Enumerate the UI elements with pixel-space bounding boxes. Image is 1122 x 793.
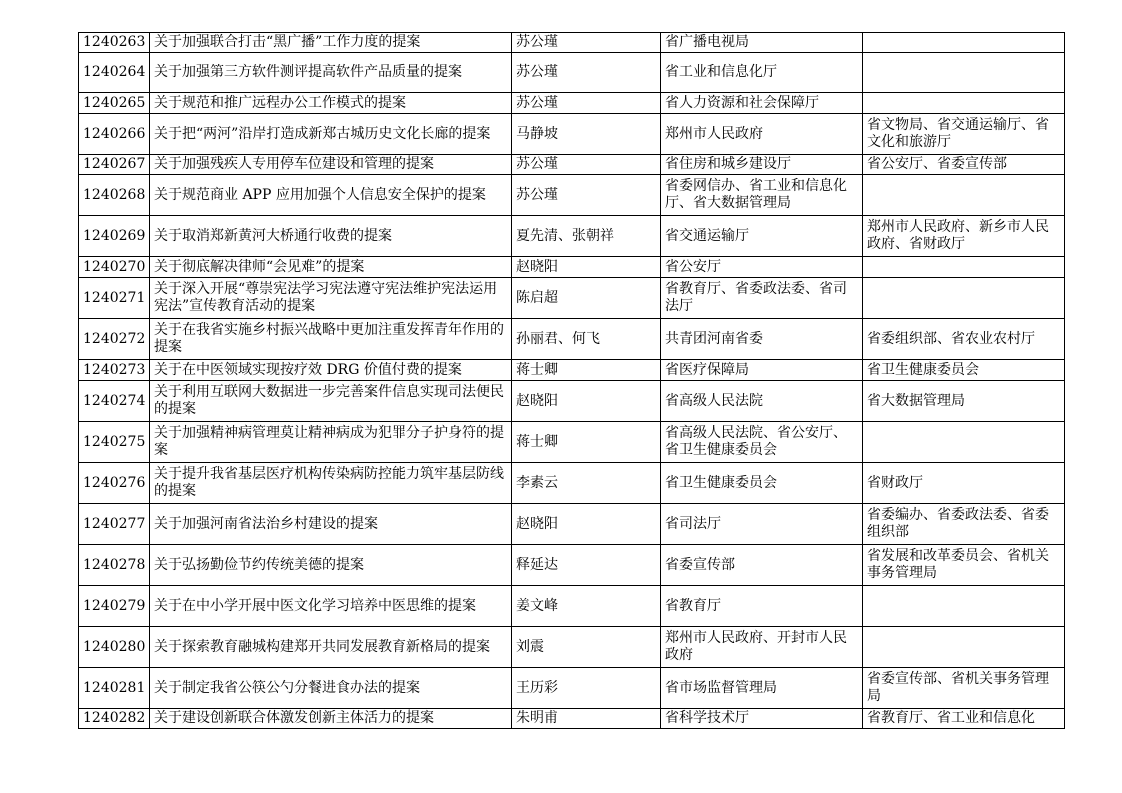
- proposer: 释延达: [512, 545, 661, 586]
- proposal-title: 关于规范商业 APP 应用加强个人信息安全保护的提案: [150, 175, 512, 216]
- co-host-units: [863, 257, 1065, 278]
- proposal-number: 1240276: [79, 463, 150, 504]
- proposer: 苏公瑾: [512, 155, 661, 175]
- proposal-number: 1240282: [79, 709, 150, 729]
- proposal-number: 1240264: [79, 53, 150, 93]
- proposal-title: 关于在我省实施乡村振兴战略中更加注重发挥青年作用的提案: [150, 319, 512, 360]
- proposal-title: 关于深入开展“尊崇宪法学习宪法遵守宪法维护宪法运用宪法”宣传教育活动的提案: [150, 278, 512, 319]
- table-row: [79, 381, 1065, 422]
- proposer: 姜文峰: [512, 586, 661, 627]
- host-unit: 省卫生健康委员会: [661, 463, 863, 504]
- proposal-number: 1240265: [79, 93, 150, 114]
- co-host-units: 省卫生健康委员会: [863, 360, 1065, 381]
- co-host-units: 省委宣传部、省机关事务管理局: [863, 668, 1065, 709]
- proposal-title: 关于探索教育融城构建郑开共同发展教育新格局的提案: [150, 627, 512, 668]
- proposer: 李素云: [512, 463, 661, 504]
- table-row: [79, 155, 1065, 175]
- proposal-number: 1240279: [79, 586, 150, 627]
- co-host-units: 省大数据管理局: [863, 381, 1065, 422]
- table-row: [79, 463, 1065, 504]
- proposer: 苏公瑾: [512, 175, 661, 216]
- proposal-number: 1240275: [79, 422, 150, 463]
- proposal-title: 关于加强联合打击“黑广播”工作力度的提案: [150, 33, 512, 53]
- host-unit: 省市场监督管理局: [661, 668, 863, 709]
- co-host-units: 郑州市人民政府、新乡市人民政府、省财政厅: [863, 216, 1065, 257]
- proposal-number: 1240271: [79, 278, 150, 319]
- proposer: 赵晓阳: [512, 381, 661, 422]
- table-row: [79, 114, 1065, 155]
- co-host-units: 省财政厅: [863, 463, 1065, 504]
- proposal-table-body: [79, 33, 1065, 729]
- proposer: 赵晓阳: [512, 257, 661, 278]
- host-unit: 省人力资源和社会保障厅: [661, 93, 863, 114]
- table-row: [79, 175, 1065, 216]
- host-unit: 省教育厅、省委政法委、省司法厅: [661, 278, 863, 319]
- host-unit: 省高级人民法院、省公安厅、省卫生健康委员会: [661, 422, 863, 463]
- proposal-table: [78, 32, 1065, 729]
- proposer: 赵晓阳: [512, 504, 661, 545]
- proposal-number: 1240278: [79, 545, 150, 586]
- host-unit: 省住房和城乡建设厅: [661, 155, 863, 175]
- proposer: 朱明甫: [512, 709, 661, 729]
- host-unit: 省司法厅: [661, 504, 863, 545]
- host-unit: 省科学技术厅: [661, 709, 863, 729]
- host-unit: 共青团河南省委: [661, 319, 863, 360]
- proposal-number: 1240263: [79, 33, 150, 53]
- co-host-units: [863, 33, 1065, 53]
- table-row: [79, 360, 1065, 381]
- table-row: [79, 93, 1065, 114]
- table-row: [79, 257, 1065, 278]
- proposal-number: 1240270: [79, 257, 150, 278]
- host-unit: 省公安厅: [661, 257, 863, 278]
- co-host-units: 省委组织部、省农业农村厅: [863, 319, 1065, 360]
- table-row: [79, 53, 1065, 93]
- proposal-number: 1240266: [79, 114, 150, 155]
- proposer: 刘震: [512, 627, 661, 668]
- co-host-units: [863, 278, 1065, 319]
- proposer: 马静坡: [512, 114, 661, 155]
- host-unit: 省交通运输厅: [661, 216, 863, 257]
- host-unit: 省医疗保障局: [661, 360, 863, 381]
- proposal-number: 1240267: [79, 155, 150, 175]
- co-host-units: [863, 422, 1065, 463]
- table-row: [79, 545, 1065, 586]
- proposal-title: 关于彻底解决律师“会见难”的提案: [150, 257, 512, 278]
- host-unit: 郑州市人民政府、开封市人民政府: [661, 627, 863, 668]
- co-host-units: [863, 627, 1065, 668]
- proposal-number: 1240281: [79, 668, 150, 709]
- table-row: [79, 319, 1065, 360]
- proposal-title: 关于加强第三方软件测评提高软件产品质量的提案: [150, 53, 512, 93]
- table-row: [79, 33, 1065, 53]
- proposal-number: 1240280: [79, 627, 150, 668]
- proposal-title: 关于弘扬勤俭节约传统美德的提案: [150, 545, 512, 586]
- host-unit: 省广播电视局: [661, 33, 863, 53]
- proposer: 陈启超: [512, 278, 661, 319]
- proposal-number: 1240269: [79, 216, 150, 257]
- proposal-number: 1240272: [79, 319, 150, 360]
- table-row: [79, 668, 1065, 709]
- host-unit: 省委宣传部: [661, 545, 863, 586]
- host-unit: 省高级人民法院: [661, 381, 863, 422]
- proposal-title: 关于制定我省公筷公勺分餐进食办法的提案: [150, 668, 512, 709]
- proposal-number: 1240277: [79, 504, 150, 545]
- proposal-number: 1240268: [79, 175, 150, 216]
- host-unit: 郑州市人民政府: [661, 114, 863, 155]
- proposal-title: 关于加强精神病管理莫让精神病成为犯罪分子护身符的提案: [150, 422, 512, 463]
- co-host-units: 省公安厅、省委宣传部: [863, 155, 1065, 175]
- proposer: 王历彩: [512, 668, 661, 709]
- co-host-units: [863, 93, 1065, 114]
- proposal-number: 1240273: [79, 360, 150, 381]
- proposer: 蒋士卿: [512, 360, 661, 381]
- proposer: 孙丽君、何飞: [512, 319, 661, 360]
- table-row: [79, 422, 1065, 463]
- host-unit: 省工业和信息化厅: [661, 53, 863, 93]
- proposal-title: 关于规范和推广远程办公工作模式的提案: [150, 93, 512, 114]
- proposer: 蒋士卿: [512, 422, 661, 463]
- co-host-units: [863, 586, 1065, 627]
- proposal-title: 关于在中小学开展中医文化学习培养中医思维的提案: [150, 586, 512, 627]
- proposer: 夏先清、张朝祥: [512, 216, 661, 257]
- table-row: [79, 278, 1065, 319]
- co-host-units: 省委编办、省委政法委、省委组织部: [863, 504, 1065, 545]
- table-row: [79, 586, 1065, 627]
- co-host-units: 省教育厅、省工业和信息化: [863, 709, 1065, 729]
- table-row: [79, 627, 1065, 668]
- proposer: 苏公瑾: [512, 33, 661, 53]
- co-host-units: [863, 175, 1065, 216]
- proposal-title: 关于在中医领域实现按疗效 DRG 价值付费的提案: [150, 360, 512, 381]
- table-row: [79, 709, 1065, 729]
- co-host-units: 省文物局、省交通运输厅、省文化和旅游厅: [863, 114, 1065, 155]
- proposal-title: 关于建设创新联合体激发创新主体活力的提案: [150, 709, 512, 729]
- proposal-title: 关于利用互联网大数据进一步完善案件信息实现司法便民的提案: [150, 381, 512, 422]
- proposer: 苏公瑾: [512, 93, 661, 114]
- proposer: 苏公瑾: [512, 53, 661, 93]
- host-unit: 省教育厅: [661, 586, 863, 627]
- co-host-units: [863, 53, 1065, 93]
- proposal-title: 关于提升我省基层医疗机构传染病防控能力筑牢基层防线的提案: [150, 463, 512, 504]
- table-row: [79, 216, 1065, 257]
- proposal-number: 1240274: [79, 381, 150, 422]
- proposal-title: 关于把“两河”沿岸打造成新郑古城历史文化长廊的提案: [150, 114, 512, 155]
- proposal-title: 关于加强残疾人专用停车位建设和管理的提案: [150, 155, 512, 175]
- proposal-title: 关于取消郑新黄河大桥通行收费的提案: [150, 216, 512, 257]
- host-unit: 省委网信办、省工业和信息化厅、省大数据管理局: [661, 175, 863, 216]
- co-host-units: 省发展和改革委员会、省机关事务管理局: [863, 545, 1065, 586]
- table-row: [79, 504, 1065, 545]
- proposal-title: 关于加强河南省法治乡村建设的提案: [150, 504, 512, 545]
